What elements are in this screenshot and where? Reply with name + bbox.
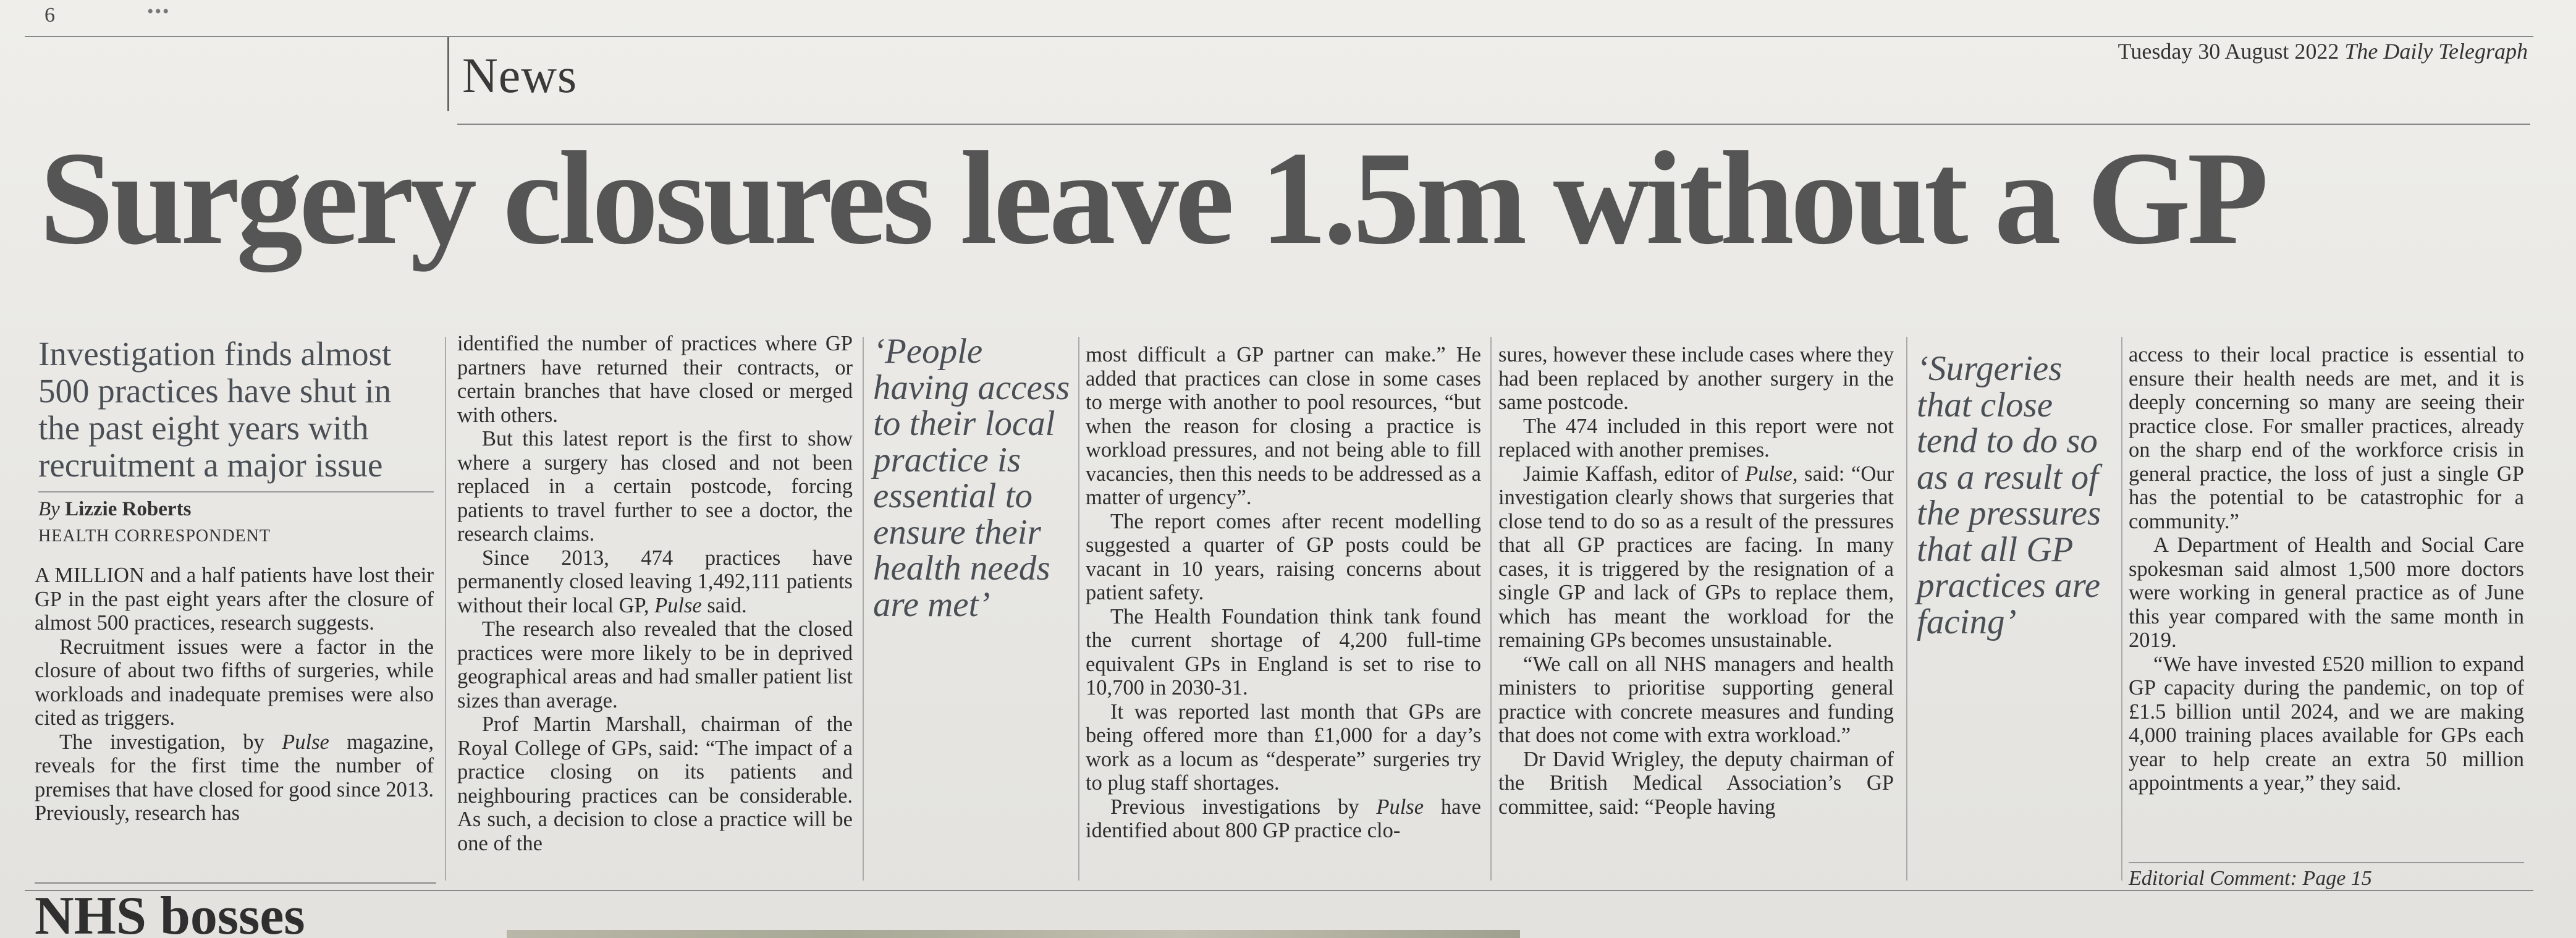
text-run: , said: “Our investigation clearly shows that surgeries that close tend to do so as a result of the pressures that all GP practices are facing. In many cases, it is triggered by the resignation of a single GP and lack of GPs to replace them, which has meant the workload for the remaining GPs becomes unsustainable. (1498, 462, 1894, 652)
italic-run: Pulse (282, 730, 329, 754)
text-run: said. (701, 593, 747, 617)
standfirst-rule (38, 491, 434, 492)
author-role: HEALTH CORRESPONDENT (38, 526, 271, 546)
body-column-4 (1086, 343, 1481, 843)
paragraph: “We call on all NHS managers and health ministers to prioritise supporting general practice with concrete measures and funding that does not come with extra workload.” (1498, 652, 1894, 747)
top-rule (25, 36, 2533, 37)
text-run: have identified about 800 GP practice clo- (1086, 795, 1481, 842)
author-name: Lizzie Roberts (65, 498, 192, 520)
paragraph: A Department of Health and Social Care spokesman said almost 1,500 more doctors were working in general practice as of June this year compared with the same month in 2019. (2129, 533, 2524, 652)
next-article-photo (507, 930, 1520, 938)
column-rule (2121, 337, 2122, 881)
paragraph: The report comes after recent modelling suggested a quarter of GP posts could be vacant in 10 years, raising concerns about patient safety. (1086, 509, 1481, 604)
paragraph (457, 546, 853, 618)
body-column-7 (2129, 343, 2524, 795)
column-rule (863, 337, 864, 881)
next-article-headline: NHS bosses (35, 887, 305, 938)
paragraph: The research also revealed that the closed practices were more likely to be in deprived geographical areas and had smaller patient list sizes than average. (457, 617, 853, 712)
editorial-rule (2129, 862, 2524, 863)
paragraph (1086, 795, 1481, 843)
text-run: magazine, reveals for the first time the number of premises that have closed for good since 2013. Previously, research has (35, 730, 434, 825)
paragraph: The 474 included in this report were not replaced with another premises. (1498, 414, 1894, 462)
dateline (2118, 38, 2528, 64)
page-marks: ••• (147, 1, 171, 22)
next-article-rule (35, 882, 436, 884)
page-number: 6 (44, 4, 55, 27)
column-rule (445, 337, 446, 881)
section-divider (447, 37, 449, 111)
editorial-reference: Editorial Comment: Page 15 (2129, 867, 2372, 890)
paragraph: Recruitment issues were a factor in the closure of about two fifths of surgeries, while workloads and inadequate premises were also cited as triggers. (35, 635, 434, 730)
column-rule (1490, 337, 1492, 881)
paragraph: A MILLION and a half patients have lost their GP in the past eight years after the closure of almost 500 practices, research suggests. (35, 564, 434, 635)
byline (38, 498, 191, 521)
publication-name: The Daily Telegraph (2344, 39, 2528, 64)
paragraph: access to their local practice is essential to ensure their health needs are met, and it is deeply concerning so many are seeing their practice close. For smaller practices, already on the sharp end of the workforce crisis in general practice, the loss of just a single GP has the potential to be catastrophic for a community.” (2129, 343, 2524, 533)
body-column-1 (35, 564, 434, 826)
italic-run: Pulse (1376, 795, 1424, 819)
paragraph: “We have invested £520 million to expand GP capacity during the pandemic, on top of £1.5 billion until 2024, and we are making 4,000 training places available for GPs each year to help create an extra 50 million appointments a year,” they said. (2129, 652, 2524, 795)
section-label: News (462, 49, 578, 103)
paragraph: Prof Martin Marshall, chairman of the Royal College of GPs, said: “The impact of a practice closing on its patients and neighbouring practices can be considerable. As such, a decision to close a practice will be one of the (457, 712, 853, 855)
text-run: Since 2013, 474 practices have permanently closed leaving 1,492,111 patients without their local GP, (457, 546, 853, 617)
bottom-rule (25, 890, 2533, 891)
issue-date: Tuesday 30 August 2022 (2118, 39, 2339, 64)
paragraph (35, 730, 434, 826)
pull-quote-2: ‘Surgeries that close tend to do so as a result of the pressures that all GP practices are facing’ (1917, 349, 2101, 641)
column-rule (1906, 337, 1907, 881)
byline-prefix: By (38, 498, 60, 520)
paragraph: It was reported last month that GPs are being offered more than £1,000 for a day’s work as a locum as “desperate” surgeries try to plug staff shortages. (1086, 699, 1481, 795)
standfirst: Investigation finds almost 500 practices have shut in the past eight years with recruitment a major issue (38, 335, 392, 484)
paragraph: most difficult a GP partner can make.” He added that practices can close in some cases to merge with another to pool resources, “but when the reason for closing a practice is workload pressures, and not being able to fill vacancies, then this needs to be addressed as a matter of urgency”. (1086, 343, 1481, 509)
text-run: Jaimie Kaffash, editor of (1523, 462, 1746, 486)
column-rule (1078, 337, 1079, 881)
paragraph: But this latest report is the first to show where a surgery has closed and not been replaced in a certain postcode, forcing patients to travel further to see a doctor, the research claims. (457, 427, 853, 546)
paragraph: The Health Foundation think tank found the current shortage of 4,200 full-time equivalent GPs in England is set to rise to 10,700 in 2030-31. (1086, 604, 1481, 699)
paragraph (1498, 462, 1894, 653)
text-run: Previous investigations by (1110, 795, 1377, 819)
paragraph: Dr David Wrigley, the deputy chairman of the British Medical Association’s GP committee, said: “People having (1498, 747, 1894, 819)
text-run: The investigation, by (59, 730, 282, 754)
paragraph: identified the number of practices where GP partners have returned their contracts, or certain branches that have closed or merged with others. (457, 332, 853, 427)
headline: Surgery closures leave 1.5m without a GP (40, 124, 2265, 272)
body-column-2 (457, 332, 853, 855)
italic-run: Pulse (654, 593, 702, 617)
italic-run: Pulse (1745, 462, 1793, 486)
body-column-5 (1498, 343, 1894, 819)
pull-quote-1: ‘People having access to their local practice is essential to ensure their health needs are met’ (873, 332, 1070, 624)
paragraph: sures, however these include cases where they had been replaced by another surgery in the same postcode. (1498, 343, 1894, 414)
